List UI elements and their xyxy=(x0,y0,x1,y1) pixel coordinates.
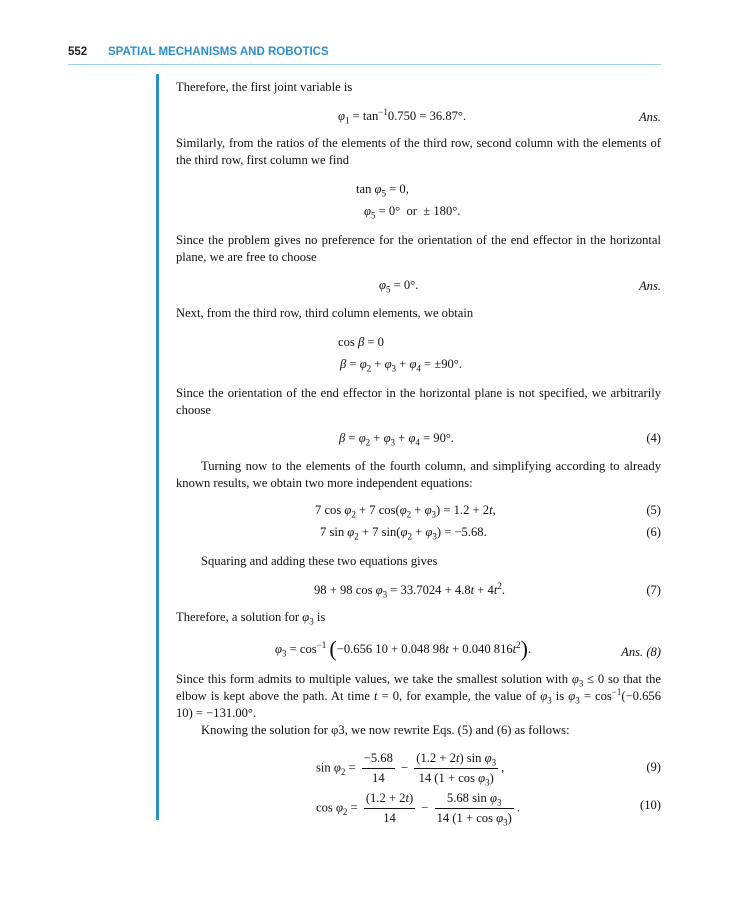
equation-number: (6) xyxy=(646,525,661,539)
paragraph: Similarly, from the ratios of the elements of the third row, second column with the elements of the third row, first column we find xyxy=(176,136,661,167)
paragraph: Next, from the third row, third column elements, we obtain xyxy=(176,306,474,320)
equation-tan-phi5: $\tan \varphi_5 = 0$, xyxy=(356,182,409,199)
equation-7: 98 + 98 $\cos \varphi_3 = 33.7024 + 4.8t + 4t^2$. xyxy=(314,580,505,600)
equation-6: 7 $\sin \varphi_2 + 7$ $\sin(\varphi_2 + \varphi_3) = -5.68$. xyxy=(320,525,487,542)
equation-phi1: $\varphi_1 = \tan^{-1}0.750 = 36.87^\circ$. xyxy=(338,106,467,126)
answer-label: Ans. xyxy=(638,110,661,124)
equation-8: $\varphi_3 = \cos^{-1} (-0.656$ 10 + 0.048 98t + 0.040 $816t^2$). xyxy=(275,636,532,661)
answer-label: Ans. (8) xyxy=(621,645,661,659)
equation-number: (7) xyxy=(646,583,661,597)
equation-number: (4) xyxy=(646,431,661,445)
page-header xyxy=(68,44,661,65)
equation-9: $\sin \varphi_2$ = $\frac{-5.68}{14}$ − $\frac{(1.2 + 2t) \sin \varphi_3}{14 (1 + \cos \varphi_3)}$ , xyxy=(316,751,505,788)
page-number: 552 xyxy=(68,46,88,58)
paragraph: Turning now to the elements of the fourth column, and simplifying according to already known results, we obtain two more independent equations: xyxy=(176,459,661,490)
equation-cos-beta: cos β = 0 xyxy=(338,335,384,349)
paragraph: Squaring and adding these two equations gives xyxy=(201,554,438,568)
equation-phi5-choice: $\varphi_5 = 0^\circ$. xyxy=(379,278,419,295)
answer-label: Ans. xyxy=(638,279,661,293)
equation-number: (5) xyxy=(646,503,661,517)
paragraph: Since the orientation of the end effector in the horizontal plane is not specified, we arbitrarily choose xyxy=(176,386,661,417)
paragraph: Therefore, the first joint variable is xyxy=(176,80,353,94)
sidebar-rule xyxy=(156,74,159,820)
equation-10: $\cos \varphi_2$ = $\frac{(1.2 + 2t)}{14}$ − $\frac{5.68 \sin \varphi_3}{14 (1 + \cos \varphi_3)}$ . xyxy=(316,791,520,828)
equation-number: (10) xyxy=(640,798,661,812)
equation-phi5-values: $\varphi_5 = 0^\circ$ or ± 180°. xyxy=(364,204,461,221)
paragraph: Since the problem gives no preference for the orientation of the end effector in the horizontal plane, we are free to choose xyxy=(176,233,661,264)
equation-number: (9) xyxy=(646,760,661,774)
paragraph: Since this form admits to multiple values, we take the smallest solution with $\varphi_3 \le 0$ so that the elbow is kept above the path. At time t = 0, for example, the value of $\varphi_3$ is $\varphi_3 = \cos^{-1}(-0.656$ 10) = −131.00°. xyxy=(176,672,662,720)
equation-5: 7 $\cos \varphi_2 + 7$ $\cos(\varphi_2 + \varphi_3) = 1.2 + 2t$, xyxy=(315,503,496,520)
paragraph: Therefore, a solution for $\varphi_3$ is xyxy=(176,610,326,627)
equation-beta-sum: $\beta = \varphi_2 + \varphi_3 + \varphi_4 = \pm 90^\circ$. xyxy=(340,357,462,374)
paragraph: Knowing the solution for φ3, we now rewrite Eqs. (5) and (6) as follows: xyxy=(201,723,570,737)
equation-4: $\beta = \varphi_2 + \varphi_3 + \varphi_4 = 90^\circ$. xyxy=(339,431,455,448)
running-title: SPATIAL MECHANISMS AND ROBOTICS xyxy=(108,46,329,58)
